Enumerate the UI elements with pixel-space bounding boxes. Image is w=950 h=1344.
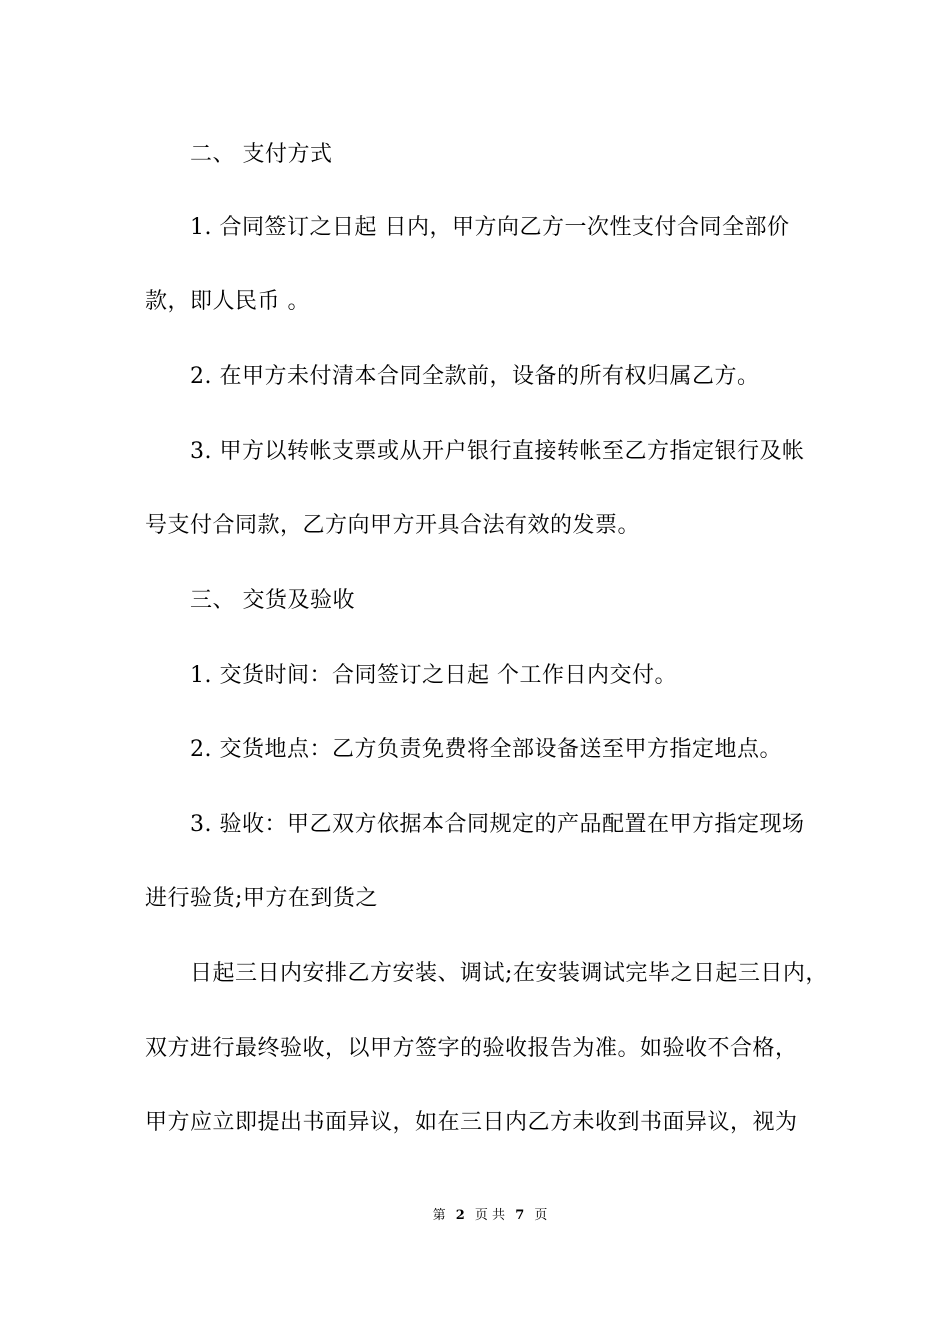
section-heading-delivery: 三、 交货及验收 xyxy=(190,588,355,613)
section-heading-payment: 二、 支付方式 xyxy=(190,142,333,167)
footer-current-page: 2 xyxy=(455,1208,465,1223)
paragraph-line: 日起三日内安排乙方安装、调试;在安装调试完毕之日起三日内， xyxy=(190,961,828,986)
paragraph-line: 3. 甲方以转帐支票或从开户银行直接转帐至乙方指定银行及帐 xyxy=(190,439,805,464)
paragraph-line: 进行验货;甲方在到货之 xyxy=(145,886,378,911)
paragraph-line: 1. 交货时间：合同签订之日起 个工作日内交付。 xyxy=(190,663,677,688)
footer-middle: 页 共 xyxy=(474,1208,506,1223)
paragraph-line: 2. 交货地点：乙方负责免费将全部设备送至甲方指定地点。 xyxy=(190,737,782,762)
paragraph-line: 2. 在甲方未付清本合同全款前，设备的所有权归属乙方。 xyxy=(190,364,760,389)
paragraph-line: 号支付合同款，乙方向甲方开具合法有效的发票。 xyxy=(145,513,641,538)
footer-total-pages: 7 xyxy=(515,1208,525,1223)
page-footer xyxy=(0,1207,950,1225)
paragraph-line: 款，即人民币 。 xyxy=(145,289,310,314)
footer-prefix: 第 xyxy=(432,1208,446,1223)
paragraph-line: 1. 合同签订之日起 日内，甲方向乙方一次性支付合同全部价 xyxy=(190,215,790,240)
paragraph-line: 双方进行最终验收，以甲方签字的验收报告为准。如验收不合格， xyxy=(145,1036,798,1061)
paragraph-line: 3. 验收：甲乙双方依据本合同规定的产品配置在甲方指定现场 xyxy=(190,812,805,837)
paragraph-line: 甲方应立即提出书面异议，如在三日内乙方未收到书面异议，视为 xyxy=(145,1110,798,1135)
footer-suffix: 页 xyxy=(534,1208,548,1223)
